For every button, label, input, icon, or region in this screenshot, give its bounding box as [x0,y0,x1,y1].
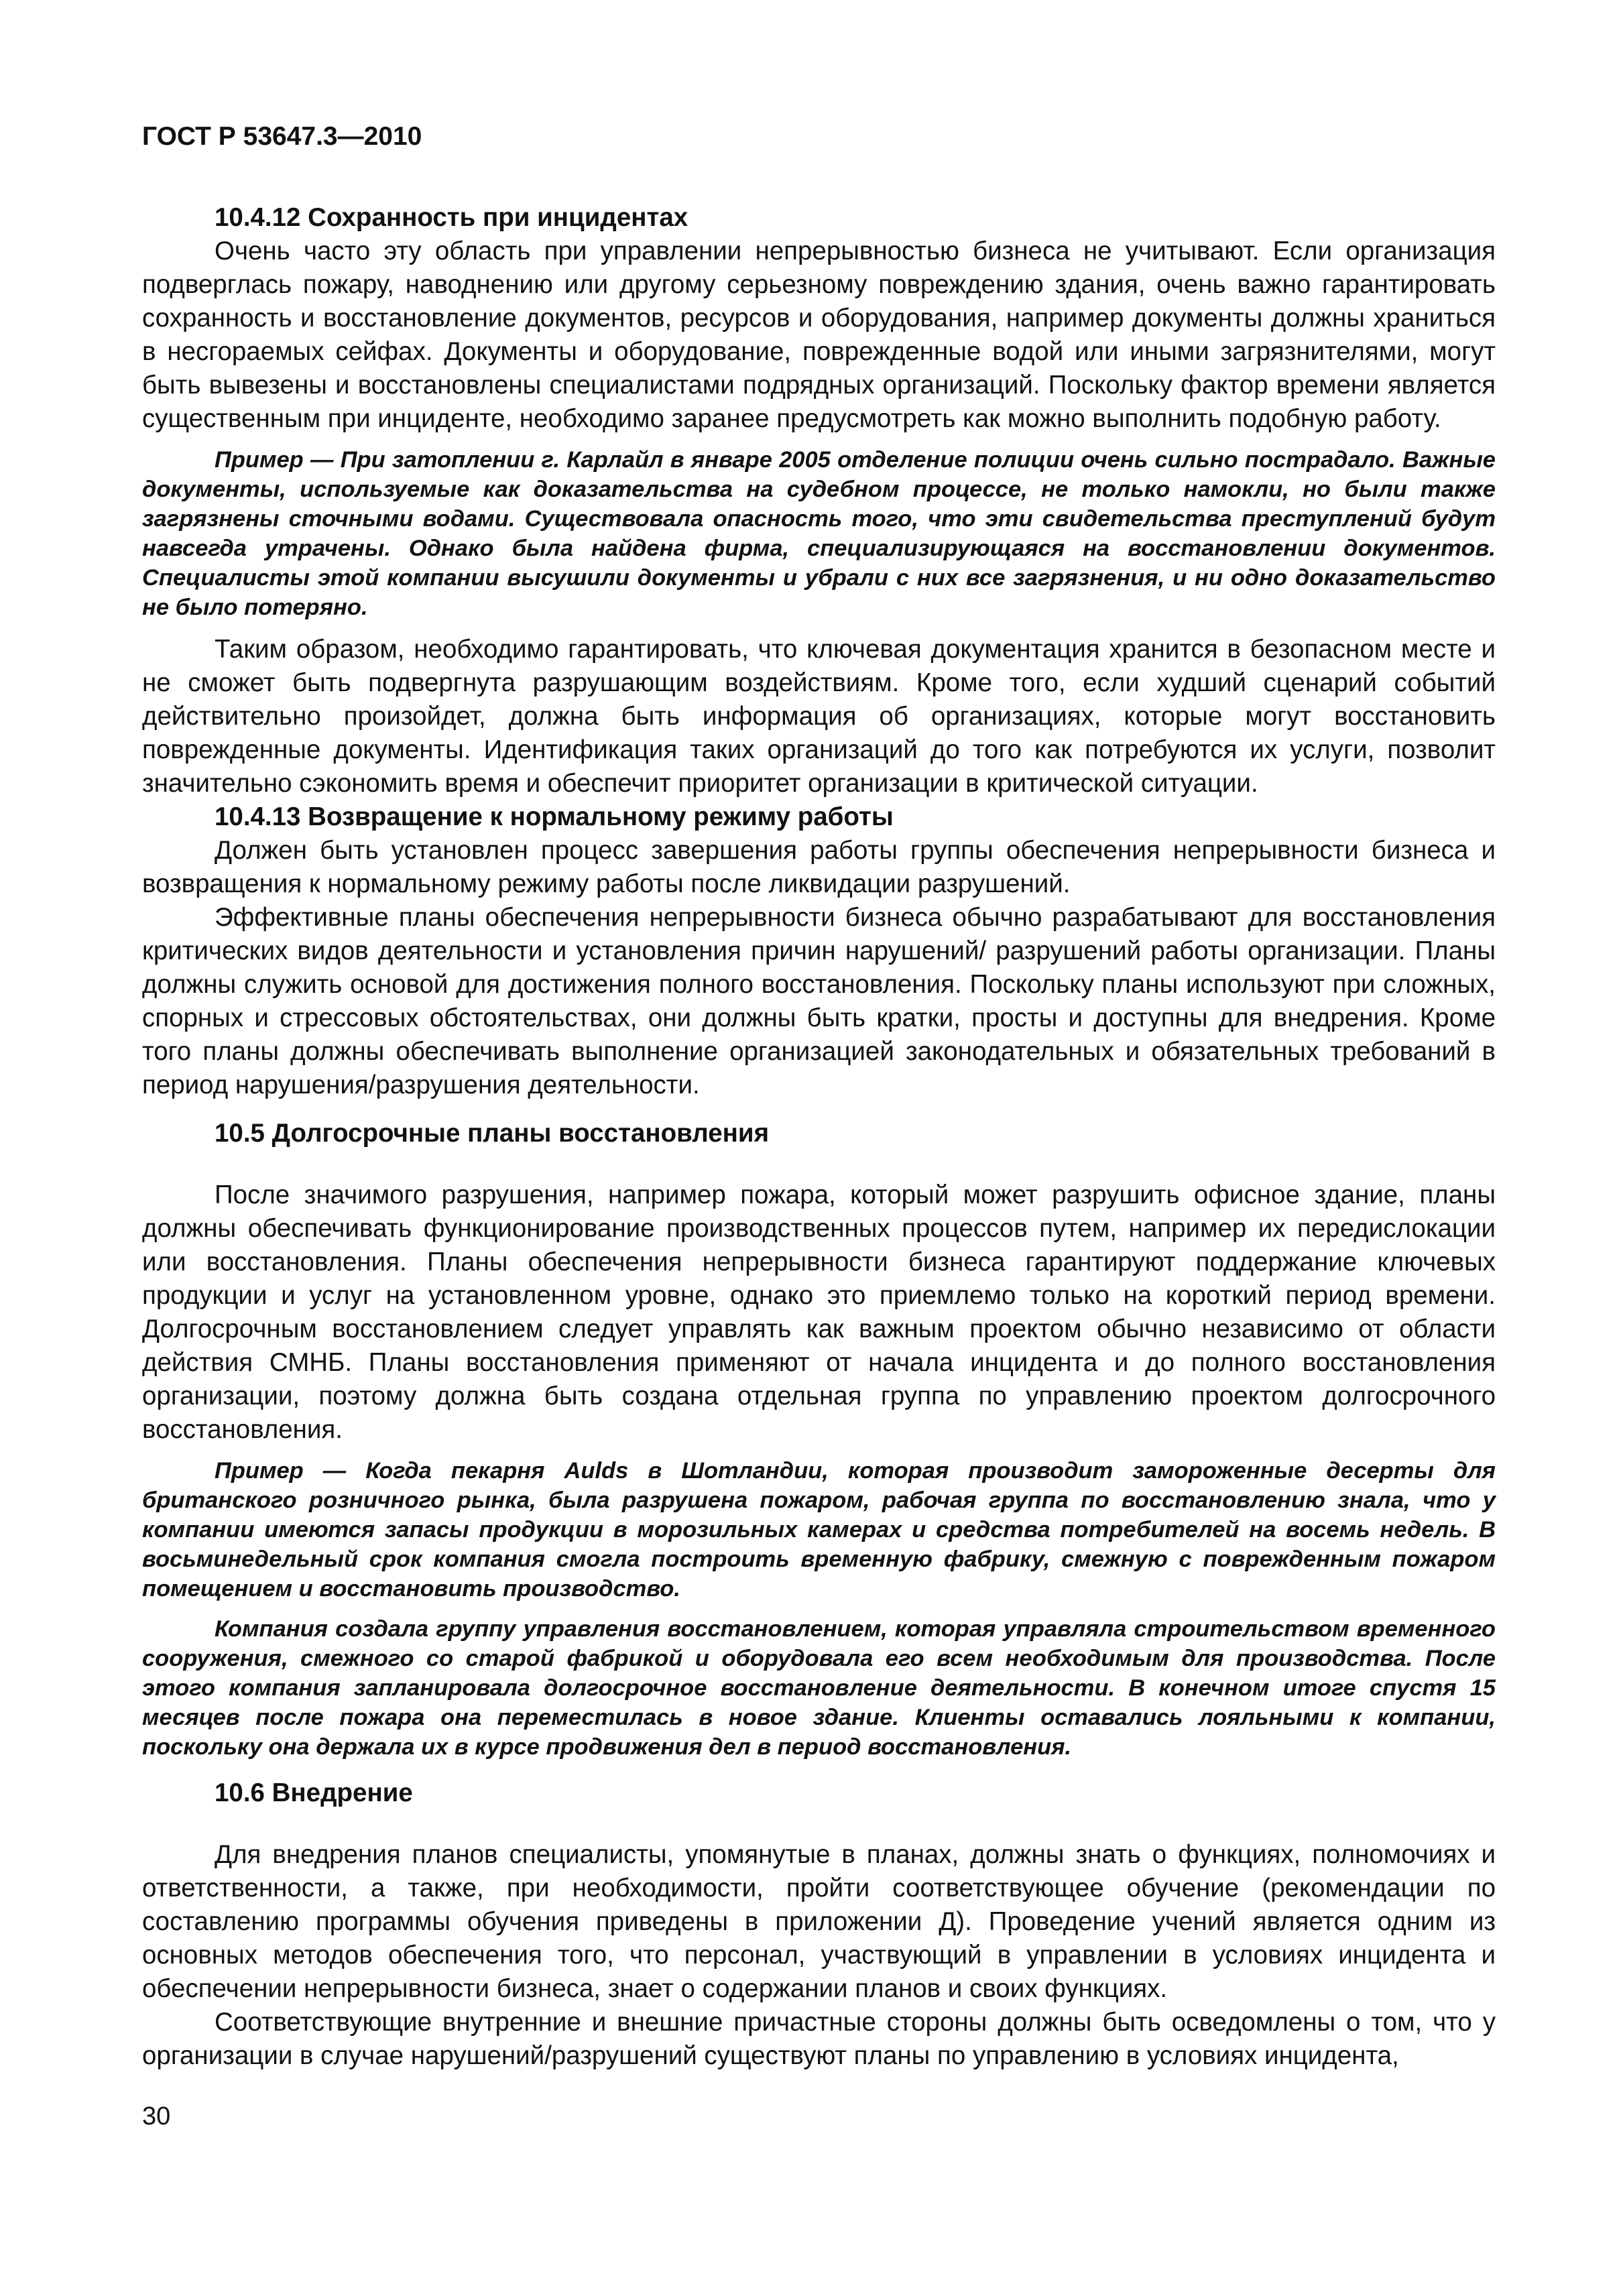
document-page [142,121,1496,2073]
paragraph: Очень часто эту область при управлении непрерывностью бизнеса не учитывают. Если организация подверглась пожару, наводнению или другому серьезному повреждению здания, очень важно гарантировать сохранность и восстановление документов, ресурсов и оборудования, например документы должны храниться в несгораемых сейфах. Документы и оборудование, поврежденные водой или иными загрязнителями, могут быть вывезены и восстановлены специалистами подрядных организаций. Поскольку фактор времени является существенным при инциденте, необходимо заранее предусмотреть как можно выполнить подобную работу. [142,237,1496,433]
paragraph: Для внедрения планов специалисты, упомянутые в планах, должны знать о функциях, полномочиях и ответственности, а также, при необходимости, пройти соответствующее обучение (рекомендации по составлению программы обучения приведены в приложении Д). Проведение учений является одним из основных методов обеспечения того, что персонал, участвующий в управлении в условиях инцидента и обеспечении непрерывности бизнеса, знает о содержании планов и своих функциях. [142,1840,1496,2003]
paragraph: После значимого разрушения, например пожара, который может разрушить офисное здание, планы должны обеспечивать функционирование производственных процессов путем, например их передислокации или восстановления. Планы обеспечения непрерывности бизнеса гарантируют поддержание ключевых продукции и услуг на установленном уровне, однако это приемлемо только на короткий период времени. Долгосрочным восстановлением следует управлять как важным проектом обычно независимо от области действия СМНБ. Планы восстановления применяют от начала инцидента и до полного восстановления организации, поэтому должна быть создана отдельная группа по управлению проектом долгосрочного восстановления. [142,1181,1496,1444]
example-paragraph: Компания создала группу управления восстановлением, которая управляла строительством временного сооружения, смежного со старой фабрикой и оборудовала его всем необходимым для производства. После этого компания запланировала долгосрочное восстановление деятельности. В конечном итоге спустя 15 месяцев после пожара она переместилась в новое здание. Клиенты оставались лояльными к компании, поскольку она держала их в курсе продвижения дел в период восстановления. [142,1616,1496,1760]
example-paragraph: Пример — Когда пекарня Aulds в Шотландии, которая производит замороженные десерты для британского розничного рынка, была разрушена пожаром, рабочая группа по восстановлению знала, что у компании имеются запасы продукции в морозильных камерах и средства потребителей на восемь недель. В восьминедельный срок компания смогла построить временную фабрику, смежную с поврежденным пожаром помещением и восстановить производство. [142,1458,1496,1602]
page-number: 30 [142,2102,171,2130]
document-header: ГОСТ Р 53647.3—2010 [142,122,422,151]
paragraph: Эффективные планы обеспечения непрерывности бизнеса обычно разрабатывают для восстановления критических видов деятельности и установления причин нарушений/ разрушений работы организации. Планы должны служить основой для достижения полного восстановления. Поскольку планы используют при сложных, спорных и стрессовых обстоятельствах, они должны быть кратки, просты и доступны для внедрения. Кроме того планы должны обеспечивать выполнение организацией законодательных и обязательных требований в период нарушения/разрушения деятельности. [142,903,1496,1099]
paragraph: Соответствующие внутренние и внешние причастные стороны должны быть осведомлены о том, что у организации в случае нарушений/разрушений существуют планы по управлению в условиях инцидента, [142,2008,1496,2070]
section-heading-10-5: 10.5 Долгосрочные планы восстановления [215,1119,770,1148]
section-heading-10-6: 10.6 Внедрение [215,1778,413,1807]
example-paragraph: Пример — При затоплении г. Карлайл в январе 2005 отделение полиции очень сильно пострадало. Важные документы, используемые как доказательства на судебном процессе, не только намокли, но были также загрязнены сточными водами. Существовала опасность того, что эти свидетельства преступлений будут навсегда утрачены. Однако была найдена фирма, специализирующаяся на восстановлении документов. Специалисты этой компании высушили документы и убрали с них все загрязнения, и ни одно доказательство не было потеряно. [142,447,1496,620]
section-heading-10-4-13: 10.4.13 Возвращение к нормальному режиму работы [215,802,894,831]
paragraph: Таким образом, необходимо гарантировать, что ключевая документация хранится в безопасном месте и не сможет быть подвергнута разрушающим воздействиям. Кроме того, если худший сценарий событий действительно произойдет, должна быть информация об организациях, которые могут восстановить поврежденные документы. Идентификация таких организаций до того как потребуются их услуги, позволит значительно сэкономить время и обеспечит приоритет организации в критической ситуации. [142,635,1496,798]
paragraph: Должен быть установлен процесс завершения работы группы обеспечения непрерывности бизнеса и возвращения к нормальному режиму работы после ликвидации разрушений. [142,836,1496,898]
section-heading-10-4-12: 10.4.12 Сохранность при инцидентах [215,203,688,232]
